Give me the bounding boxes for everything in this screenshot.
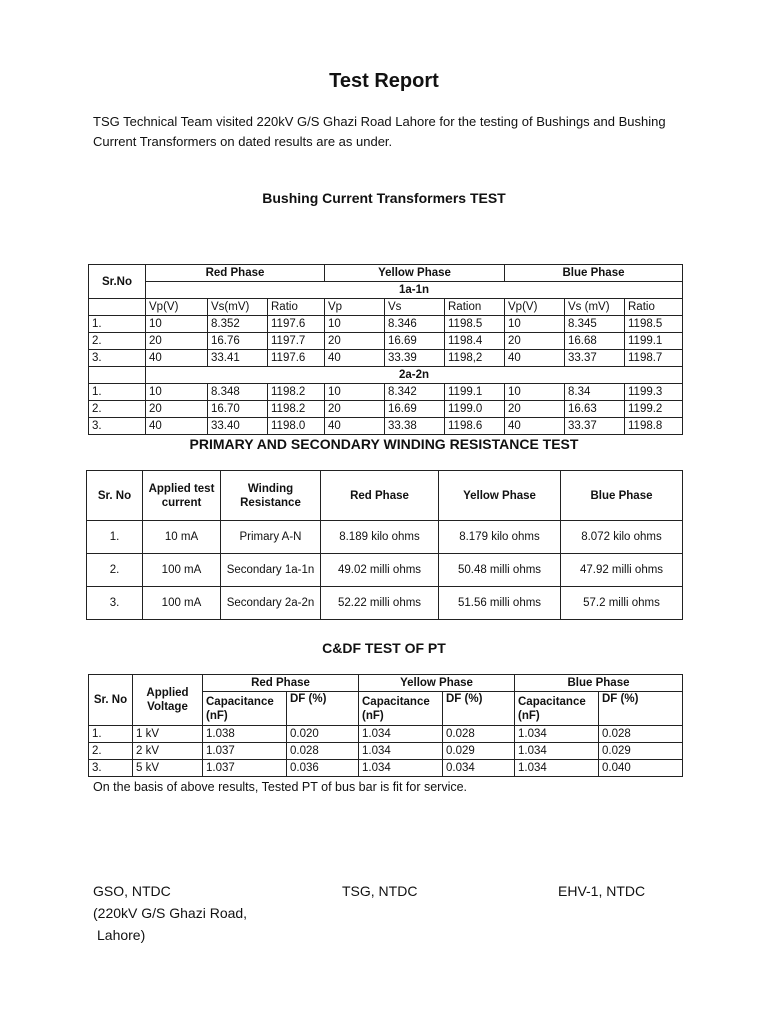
ct-subheader: Vs(mV) [208, 299, 268, 316]
wt-cell: Primary A-N [221, 521, 321, 554]
cdf-cell: 1.034 [515, 743, 599, 760]
ct-cell: 16.69 [385, 401, 445, 418]
cdf-cell: 1.034 [359, 760, 443, 777]
signature-gso-title: GSO, NTDC [93, 883, 171, 899]
ct-cell: 33.38 [385, 418, 445, 435]
ct-cell: 1. [89, 384, 146, 401]
ct-cell: 1199.2 [625, 401, 683, 418]
ct-cell: 10 [146, 384, 208, 401]
cdf-cell: 1.037 [203, 743, 287, 760]
ct-cell: 8.346 [385, 316, 445, 333]
ct-cell: 40 [146, 418, 208, 435]
ct-cell: 20 [505, 401, 565, 418]
ct-cell: 1198.7 [625, 350, 683, 367]
cdf-red-phase-header: Red Phase [203, 675, 359, 692]
ct-cell: 8.34 [565, 384, 625, 401]
ct-yellow-phase-header: Yellow Phase [325, 265, 505, 282]
ct-cell: 1198,2 [445, 350, 505, 367]
ct-subheader: Ratio [268, 299, 325, 316]
ct-cell: 8.352 [208, 316, 268, 333]
ct-subheader: Vp [325, 299, 385, 316]
intro-paragraph: TSG Technical Team visited 220kV G/S Ghazi Road Lahore for the testing of Bushings and Bushing Current Transformers on dated results are as under. [93, 114, 666, 149]
ct-cell: 1198.2 [268, 401, 325, 418]
ct-cell: 8.348 [208, 384, 268, 401]
wt-cell: 2. [87, 554, 143, 587]
ct-cell: 1. [89, 316, 146, 333]
conclusion-text: On the basis of above results, Tested PT of bus bar is fit for service. [93, 780, 468, 794]
cdf-cell: 1. [89, 726, 133, 743]
wt-cell: 100 mA [143, 587, 221, 620]
cdf-cell: 0.036 [287, 760, 359, 777]
cdf-cell: 1.038 [203, 726, 287, 743]
cdf-cell: 0.028 [287, 743, 359, 760]
wt-cell: 8.189 kilo ohms [321, 521, 439, 554]
cdf-cell: 1.037 [203, 760, 287, 777]
wt-header: Yellow Phase [439, 471, 561, 521]
ct-cell: 20 [505, 333, 565, 350]
ct-subheader: Ratio [625, 299, 683, 316]
ct-cell: 1198.2 [268, 384, 325, 401]
ct-test-table [88, 264, 683, 435]
cdf-cell: 1.034 [515, 760, 599, 777]
ct-cell: 10 [505, 384, 565, 401]
table-row [89, 418, 683, 435]
wt-header: Sr. No [87, 471, 143, 521]
ct-cell: 1198.8 [625, 418, 683, 435]
ct-cell: 40 [146, 350, 208, 367]
ct-cell: 20 [146, 401, 208, 418]
signature-ehv: EHV-1, NTDC [558, 883, 646, 899]
ct-cell: 8.345 [565, 316, 625, 333]
ct-cell: 1197.6 [268, 350, 325, 367]
table-row [89, 333, 683, 350]
ct-cell: 1199.1 [445, 384, 505, 401]
wt-cell: 51.56 milli ohms [439, 587, 561, 620]
cdf-df-header: DF (%) [599, 692, 683, 726]
ct-cell: 2. [89, 333, 146, 350]
ct-cell: 2. [89, 401, 146, 418]
wt-cell: 10 mA [143, 521, 221, 554]
cdf-cell: 1.034 [359, 743, 443, 760]
ct-cell: 16.70 [208, 401, 268, 418]
ct-cell: 10 [146, 316, 208, 333]
cdf-cell: 0.040 [599, 760, 683, 777]
ct-cell: 1198.0 [268, 418, 325, 435]
ct-cell: 1199.3 [625, 384, 683, 401]
ct-cell: 1197.6 [268, 316, 325, 333]
ct-cell: 1199.0 [445, 401, 505, 418]
wt-cell: Secondary 1a-1n [221, 554, 321, 587]
signature-gso-location-city: Lahore) [97, 927, 146, 943]
cdf-cell: 1 kV [133, 726, 203, 743]
ct-test-heading: Bushing Current Transformers TEST [262, 190, 506, 206]
cdf-cell: 0.029 [443, 743, 515, 760]
winding-test-heading: PRIMARY AND SECONDARY WINDING RESISTANCE TEST [189, 436, 579, 452]
ct-subheader-blank [89, 299, 146, 316]
wt-cell: 8.179 kilo ohms [439, 521, 561, 554]
signature-tsg: TSG, NTDC [342, 883, 418, 899]
cdf-cell: 5 kV [133, 760, 203, 777]
ct-subheader: Vs [385, 299, 445, 316]
ct-subheader: Vp(V) [146, 299, 208, 316]
ct-cell: 33.37 [565, 350, 625, 367]
table-row [89, 743, 683, 760]
cdf-cell: 0.029 [599, 743, 683, 760]
ct-cell: 40 [505, 350, 565, 367]
ct-cell: 33.41 [208, 350, 268, 367]
ct-group-2a-2n: 2a-2n [146, 367, 683, 384]
cdf-cell: 1.034 [359, 726, 443, 743]
ct-cell: 1198.5 [625, 316, 683, 333]
ct-group-1a-1n: 1a-1n [146, 282, 683, 299]
wt-cell: 47.92 milli ohms [561, 554, 683, 587]
ct-cell: 33.39 [385, 350, 445, 367]
cdf-df-header: DF (%) [443, 692, 515, 726]
cdf-test-heading: C&DF TEST OF PT [322, 640, 446, 656]
ct-group-blank [89, 367, 146, 384]
cdf-cell: 2 kV [133, 743, 203, 760]
wt-cell: 3. [87, 587, 143, 620]
cdf-cell: 2. [89, 743, 133, 760]
cdf-applied-voltage-header: Applied Voltage [133, 675, 203, 726]
wt-cell: 57.2 milli ohms [561, 587, 683, 620]
ct-cell: 16.68 [565, 333, 625, 350]
ct-subheader: Vp(V) [505, 299, 565, 316]
signature-gso [93, 880, 247, 946]
cdf-cell: 0.028 [599, 726, 683, 743]
wt-cell: 100 mA [143, 554, 221, 587]
winding-test-table [86, 470, 683, 620]
cdf-yellow-phase-header: Yellow Phase [359, 675, 515, 692]
ct-subheader: Vs (mV) [565, 299, 625, 316]
wt-header: Applied test current [143, 471, 221, 521]
cdf-cell: 3. [89, 760, 133, 777]
ct-cell: 20 [325, 401, 385, 418]
table-row [89, 760, 683, 777]
cdf-cap-header: Capacitance (nF) [203, 692, 287, 726]
ct-cell: 33.37 [565, 418, 625, 435]
cdf-test-table [88, 674, 683, 777]
ct-cell: 10 [325, 384, 385, 401]
ct-cell: 1199.1 [625, 333, 683, 350]
table-row [89, 401, 683, 418]
ct-cell: 40 [325, 350, 385, 367]
page-title: Test Report [329, 70, 439, 92]
wt-cell: 1. [87, 521, 143, 554]
wt-cell: 52.22 milli ohms [321, 587, 439, 620]
wt-cell: 50.48 milli ohms [439, 554, 561, 587]
table-row [89, 316, 683, 333]
ct-blue-phase-header: Blue Phase [505, 265, 683, 282]
wt-header: Red Phase [321, 471, 439, 521]
ct-cell: 1198.5 [445, 316, 505, 333]
table-row [87, 587, 683, 620]
ct-subheader: Ration [445, 299, 505, 316]
ct-cell: 20 [146, 333, 208, 350]
cdf-df-header: DF (%) [287, 692, 359, 726]
ct-cell: 33.40 [208, 418, 268, 435]
ct-cell: 16.76 [208, 333, 268, 350]
cdf-cap-header: Capacitance (nF) [515, 692, 599, 726]
cdf-cell: 1.034 [515, 726, 599, 743]
signature-gso-location: (220kV G/S Ghazi Road, [93, 905, 248, 921]
ct-cell: 1198.6 [445, 418, 505, 435]
ct-cell: 3. [89, 418, 146, 435]
wt-cell: 8.072 kilo ohms [561, 521, 683, 554]
wt-header: Blue Phase [561, 471, 683, 521]
table-row [89, 384, 683, 401]
ct-cell: 16.69 [385, 333, 445, 350]
cdf-srno-header: Sr. No [89, 675, 133, 726]
table-row [87, 554, 683, 587]
ct-cell: 16.63 [565, 401, 625, 418]
table-row [89, 350, 683, 367]
wt-cell: 49.02 milli ohms [321, 554, 439, 587]
ct-cell: 3. [89, 350, 146, 367]
ct-cell: 1197.7 [268, 333, 325, 350]
cdf-cell: 0.028 [443, 726, 515, 743]
ct-cell: 8.342 [385, 384, 445, 401]
cdf-cell: 0.034 [443, 760, 515, 777]
ct-cell: 1198.4 [445, 333, 505, 350]
wt-cell: Secondary 2a-2n [221, 587, 321, 620]
wt-header: Winding Resistance [221, 471, 321, 521]
cdf-blue-phase-header: Blue Phase [515, 675, 683, 692]
cdf-cell: 0.020 [287, 726, 359, 743]
ct-red-phase-header: Red Phase [146, 265, 325, 282]
ct-cell: 10 [505, 316, 565, 333]
ct-cell: 40 [505, 418, 565, 435]
cdf-cap-header: Capacitance (nF) [359, 692, 443, 726]
ct-srno-header: Sr.No [89, 265, 146, 299]
table-row [87, 521, 683, 554]
ct-cell: 40 [325, 418, 385, 435]
ct-cell: 10 [325, 316, 385, 333]
ct-subheader-row [89, 299, 683, 316]
table-row [89, 726, 683, 743]
ct-cell: 20 [325, 333, 385, 350]
